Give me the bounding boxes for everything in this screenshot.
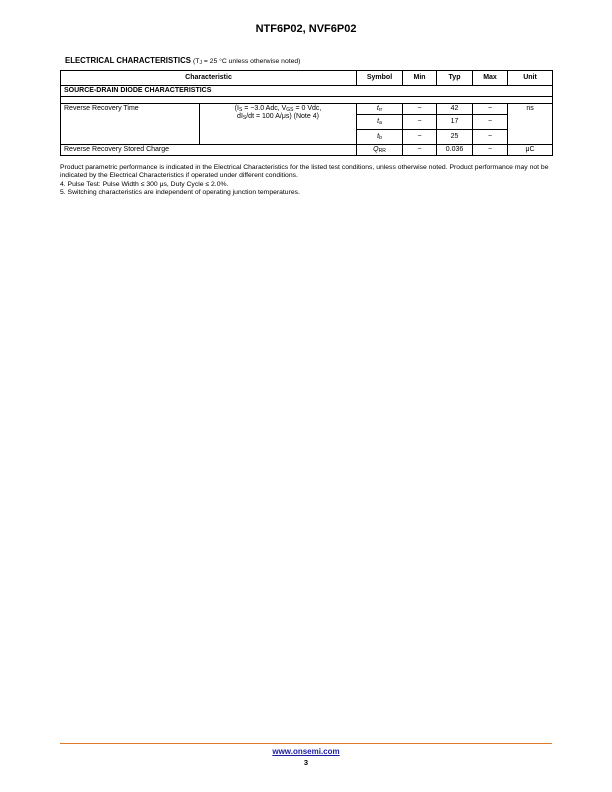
cell-max: − bbox=[473, 104, 508, 115]
cell-min: − bbox=[403, 115, 437, 130]
cell-test-conditions: ($I_S = -3.0$ Adc, $V_{GS} = 0$ Vdc, $dI_S/dt = 100$ A/μs) (Note 4) bbox=[200, 104, 357, 145]
cell-typ: 17 bbox=[437, 115, 473, 130]
cell-characteristic: Reverse Recovery Stored Charge bbox=[61, 145, 357, 156]
section-condition: ($T_J = 25$ °C unless otherwise noted) bbox=[193, 58, 301, 66]
header-max: Max bbox=[473, 71, 508, 86]
cell-typ: 0.036 bbox=[437, 145, 473, 156]
section-title-text: ELECTRICAL CHARACTERISTICS bbox=[65, 56, 191, 65]
cell-max: − bbox=[473, 145, 508, 156]
table-row bbox=[61, 104, 553, 115]
page-number: 3 bbox=[303, 758, 309, 767]
cell-symbol: $t_{rr}$ bbox=[357, 104, 403, 115]
header-unit: Unit bbox=[508, 71, 553, 86]
header-symbol: Symbol bbox=[357, 71, 403, 86]
cell-typ: 42 bbox=[437, 104, 473, 115]
header-characteristic: Characteristic bbox=[61, 71, 357, 86]
header-min: Min bbox=[403, 71, 437, 86]
cell-min: − bbox=[403, 130, 437, 145]
subsection-row bbox=[61, 86, 553, 97]
electrical-characteristics-table bbox=[60, 70, 553, 156]
header-typ: Typ bbox=[437, 71, 473, 86]
footer-website-link[interactable]: www.onsemi.com bbox=[272, 747, 340, 756]
note-5: 5. Switching characteristics are independent of operating junction temperatures. bbox=[60, 189, 300, 197]
page-header-title: NTF6P02, NVF6P02 bbox=[255, 23, 357, 35]
note-4: 4. Pulse Test: Pulse Width ≤ 300 μs, Duty Cycle ≤ 2.0%. bbox=[60, 180, 229, 188]
cell-symbol: $t_b$ bbox=[357, 130, 403, 145]
table-gap bbox=[61, 97, 553, 104]
cell-min: − bbox=[403, 145, 437, 156]
cell-characteristic: Reverse Recovery Time bbox=[61, 104, 200, 145]
cell-min: − bbox=[403, 104, 437, 115]
table-header-row bbox=[61, 71, 553, 86]
cell-max: − bbox=[473, 115, 508, 130]
subsection-title: SOURCE-DRAIN DIODE CHARACTERISTICS bbox=[61, 86, 553, 97]
cell-unit: ns bbox=[508, 104, 553, 145]
cell-symbol: $Q_{RR}$ bbox=[357, 145, 403, 156]
cell-unit: μC bbox=[508, 145, 553, 156]
table-row bbox=[61, 145, 553, 156]
cell-max: − bbox=[473, 130, 508, 145]
cell-typ: 25 bbox=[437, 130, 473, 145]
footer-rule bbox=[60, 743, 552, 744]
section-title bbox=[65, 56, 300, 65]
cell-symbol: $t_a$ bbox=[357, 115, 403, 130]
notes-block bbox=[60, 164, 554, 198]
notes-intro: Product parametric performance is indicated in the Electrical Characteristics for the listed test conditions, unless otherwise noted. Product performance may not be indicated by the Electrical Characteristics if operated under different conditions. bbox=[60, 164, 549, 180]
